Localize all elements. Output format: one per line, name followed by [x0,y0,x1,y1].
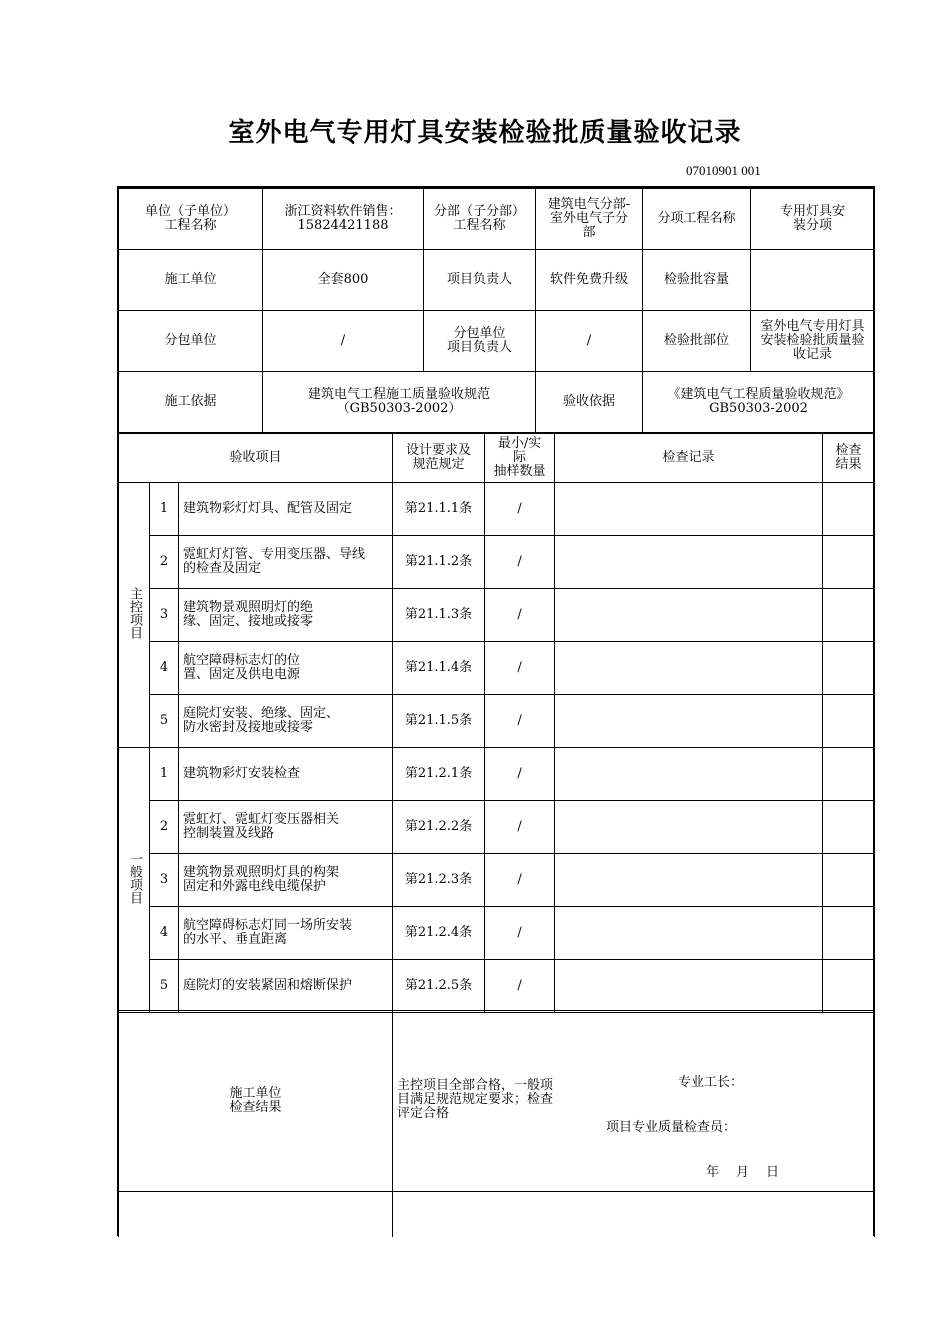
row-result [823,748,875,801]
accept-basis-value: 《建筑电气工程质量验收规范》 GB50303-2002 [643,372,875,433]
row-text: 霓虹灯、霓虹灯变压器相关 控制装置及线路 [179,801,393,854]
row-clause: 第21.2.5条 [393,960,485,1013]
unit-label: 单位（子单位） 工程名称 [119,189,263,250]
inspector-label: 项目专业质量检查员： [606,1120,737,1135]
row-text: 航空障碍标志灯的位 置、固定及供电电源 [179,642,393,695]
items-table [118,433,875,1013]
item-value: 专用灯具安 装分项 [751,189,875,250]
row-record [555,695,823,748]
table-row [119,801,875,854]
pm-label: 项目负责人 [424,250,536,311]
row-no: 2 [150,801,179,854]
row-sample: / [485,536,555,589]
table-row [119,589,875,642]
table-row [119,483,875,536]
row-sample: / [485,748,555,801]
record-code: 07010901 001 [686,163,761,178]
row-no: 3 [150,854,179,907]
subcontract-label: 分包单位 [119,311,263,372]
row-sample: / [485,801,555,854]
table-row [119,960,875,1013]
row-result [823,642,875,695]
blank-cell [119,1192,393,1237]
basis-label: 施工依据 [119,372,263,433]
item-label: 分项工程名称 [643,189,751,250]
row-no: 4 [150,907,179,960]
row-record [555,801,823,854]
subcontract-pm-label: 分包单位 项目负责人 [424,311,536,372]
row-record [555,748,823,801]
row-no: 3 [150,589,179,642]
table-row [119,748,875,801]
row-record [555,536,823,589]
table-row [119,854,875,907]
row-text: 霓虹灯灯管、专用变压器、导线 的检查及固定 [179,536,393,589]
row-record [555,907,823,960]
row-record [555,483,823,536]
capacity-value [751,250,875,311]
capacity-label: 检验批容量 [643,250,751,311]
row-clause: 第21.2.4条 [393,907,485,960]
row-text: 建筑物景观照明灯具的构架 固定和外露电线电缆保护 [179,854,393,907]
sub-value: 建筑电气分部- 室外电气子分 部 [536,189,643,250]
row-result [823,907,875,960]
row-no: 1 [150,748,179,801]
page-title: 室外电气专用灯具安装检验批质量验收记录 [228,118,742,148]
unit-value: 浙江资料软件销售： 15824421188 [263,189,424,250]
row-no: 4 [150,642,179,695]
row-record [555,589,823,642]
row-clause: 第21.2.2条 [393,801,485,854]
row-sample: / [485,642,555,695]
row-sample: / [485,483,555,536]
builder-label: 施工单位 [119,250,263,311]
row-record [555,642,823,695]
row-clause: 第21.1.1条 [393,483,485,536]
table-row [119,907,875,960]
builder-value: 全套800 [263,250,424,311]
table-row [119,536,875,589]
row-result [823,695,875,748]
sub-label: 分部（子分部） 工程名称 [424,189,536,250]
row-clause: 第21.1.2条 [393,536,485,589]
subcontract-pm-value: / [536,311,643,372]
row-result [823,801,875,854]
col-item-header: 验收项目 [119,434,393,483]
row-clause: 第21.1.3条 [393,589,485,642]
row-sample: / [485,907,555,960]
row-sample: / [485,854,555,907]
date-label: 年 月 日 [706,1165,782,1180]
row-result [823,960,875,1013]
foreman-label: 专业工长： [678,1075,744,1090]
row-text: 建筑物景观照明灯的绝 缘、固定、接地或接零 [179,589,393,642]
row-record [555,854,823,907]
row-no: 5 [150,960,179,1013]
row-result [823,536,875,589]
row-no: 1 [150,483,179,536]
check-table [118,1010,875,1237]
subcontract-value: / [263,311,424,372]
row-sample: / [485,695,555,748]
row-record [555,960,823,1013]
row-text: 庭院灯安装、绝缘、固定、 防水密封及接地或接零 [179,695,393,748]
row-clause: 第21.2.1条 [393,748,485,801]
row-clause: 第21.2.3条 [393,854,485,907]
part-value: 室外电气专用灯具 安装检验批质量验 收记录 [751,311,875,372]
row-result [823,483,875,536]
row-no: 5 [150,695,179,748]
general-group-label: 一般项目 [119,748,150,1013]
check-label: 施工单位 检查结果 [119,1011,393,1192]
col-result-header: 检查 结果 [823,434,875,483]
col-record-header: 检查记录 [555,434,823,483]
row-text: 航空障碍标志灯同一场所安装 的水平、垂直距离 [179,907,393,960]
check-conclusion: 主控项目全部合格，一般项 目满足规范规定要求；检查 评定合格 [397,1078,554,1121]
row-no: 2 [150,536,179,589]
header-table [118,188,875,433]
row-clause: 第21.1.4条 [393,642,485,695]
row-text: 建筑物彩灯安装检查 [179,748,393,801]
row-sample: / [485,960,555,1013]
row-clause: 第21.1.5条 [393,695,485,748]
row-text: 庭院灯的安装紧固和熔断保护 [179,960,393,1013]
row-text: 建筑物彩灯灯具、配管及固定 [179,483,393,536]
row-result [823,854,875,907]
basis-value: 建筑电气工程施工质量验收规范 （GB50303-2002） [263,372,536,433]
part-label: 检验批部位 [643,311,751,372]
row-result [823,589,875,642]
table-row [119,642,875,695]
accept-basis-label: 验收依据 [536,372,643,433]
pm-value: 软件免费升级 [536,250,643,311]
col-sample-header: 最小/实 际 抽样数量 [485,434,555,483]
row-sample: / [485,589,555,642]
table-row [119,695,875,748]
main-group-label: 主控项目 [119,483,150,748]
col-design-header: 设计要求及 规范规定 [393,434,485,483]
blank-cell [393,1192,875,1237]
